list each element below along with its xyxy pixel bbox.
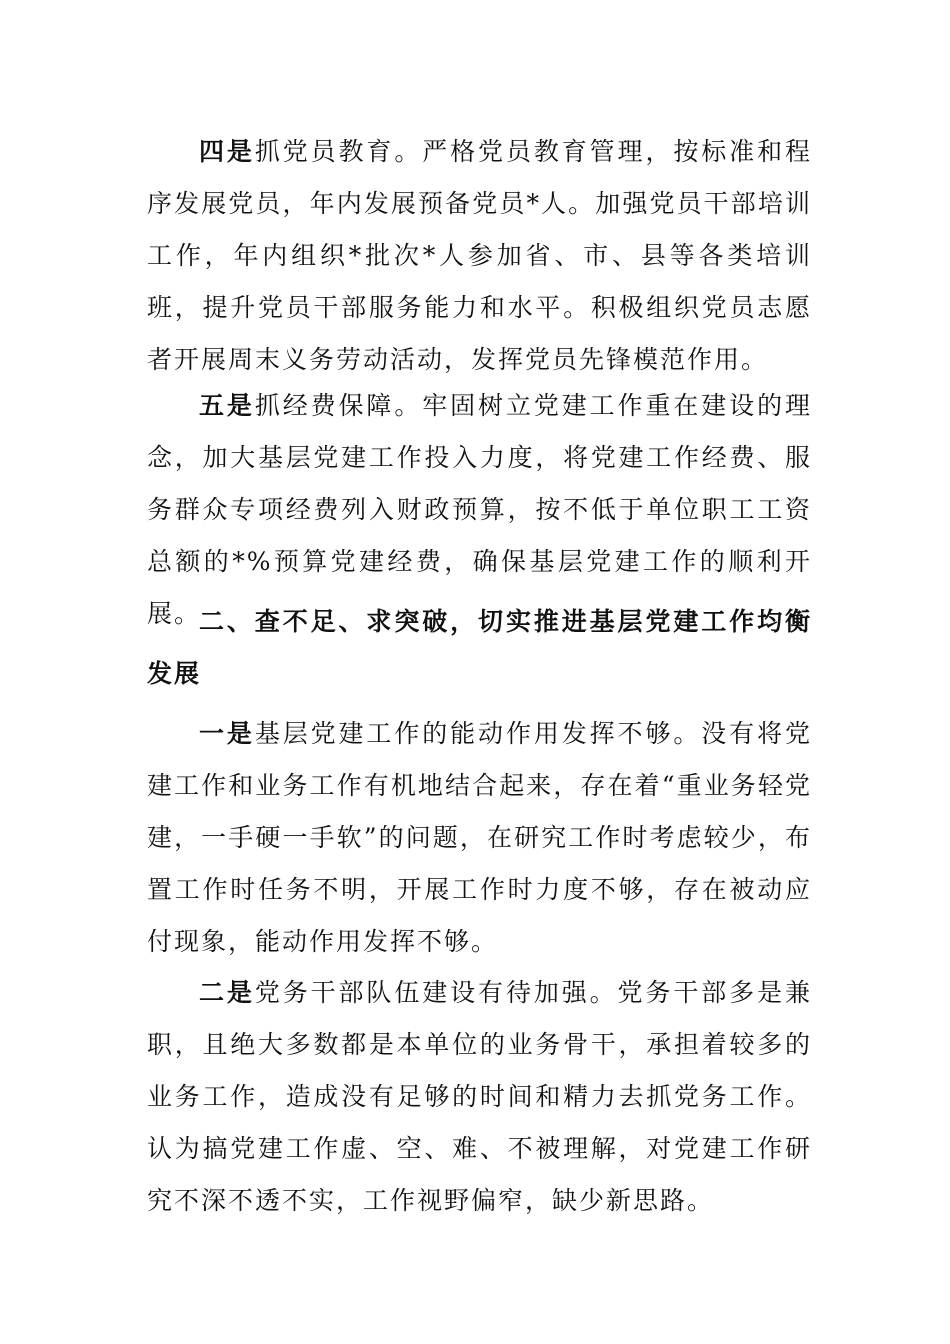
paragraph-text: 基层党建工作的能动作用发挥不够。没有将党建工作和业务工作有机地结合起来，存在着“重业务轻党建，一手硬一手软”的问题，在研究工作时考虑较少，布置工作时任务不明，开展工作时力度不够，存在被动应付现象，能动作用发挥不够。 [147,719,812,956]
paragraph-problem-cadre-team [147,967,812,1227]
paragraph-text: 党务干部队伍建设有待加强。党务干部多是兼职，且绝大多数都是本单位的业务骨干，承担着较多的业务工作，造成没有足够的时间和精力去抓党务工作。认为搞党建工作虚、空、难、不被理解，对党建工作研究不深不透不实，工作视野偏窄，缺少新思路。 [147,978,812,1215]
paragraph-text: 抓经费保障。牢固树立党建工作重在建设的理念，加大基层党建工作投入力度，将党建工作经费、服务群众专项经费列入财政预算，按不低于单位职工工资总额的*%预算党建经费，确保基层党建工作的顺利开展。 [147,391,812,628]
paragraph-lead: 五是 [199,391,255,420]
paragraph-text: 抓党员教育。严格党员教育管理，按标准和程序发展党员，年内发展预备党员*人。加强党员干部培训工作，年内组织*批次*人参加省、市、县等各类培训班，提升党员干部服务能力和水平。积极组织党员志愿者开展周末义务劳动活动，发挥党员先锋模范作用。 [147,137,812,374]
paragraph-problem-initiative [147,708,812,968]
paragraph-lead: 二是 [199,978,255,1007]
paragraph-party-member-education [147,126,812,386]
paragraph-lead: 四是 [199,137,255,166]
section-heading: 二、查不足、求突破，切实推进基层党建工作均衡发展 [147,607,812,688]
paragraph-lead: 一是 [199,719,255,748]
